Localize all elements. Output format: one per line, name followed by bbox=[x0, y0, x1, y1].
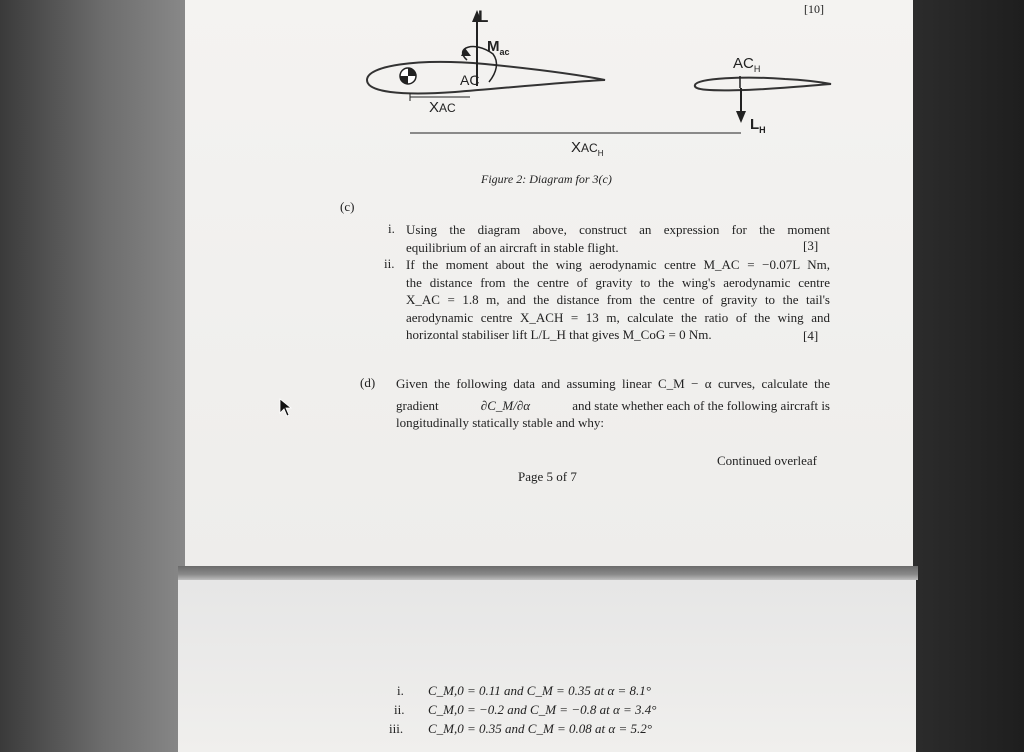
continued-overleaf: Continued overleaf bbox=[717, 453, 817, 468]
question-c-ii-marks: [4] bbox=[803, 328, 819, 343]
page-number: Page 5 of 7 bbox=[518, 469, 577, 484]
xac-label: XAC bbox=[429, 99, 456, 116]
tail-airfoil bbox=[695, 78, 831, 91]
background-right bbox=[912, 0, 1024, 752]
data-item-number: iii. bbox=[389, 721, 404, 736]
page-divider bbox=[178, 566, 918, 580]
gradient-formula: ∂C_M/∂α bbox=[480, 397, 531, 413]
question-d-text: Given the following data and assuming linear C_M − α curves, calculate the gradient ∂C_M/∂α and state whether each of the following aircraft is longitudinally statically stable and why: bbox=[396, 376, 830, 430]
centre-of-gravity-icon bbox=[400, 68, 416, 84]
ach-label: $AC_H$ bbox=[733, 55, 761, 74]
background-left bbox=[0, 0, 190, 752]
data-item-number: i. bbox=[397, 683, 404, 698]
lift-label: L bbox=[478, 7, 489, 26]
part-c-label: (c) bbox=[340, 199, 355, 214]
question-c-i-number: i. bbox=[388, 221, 395, 236]
figure-caption: Figure 2: Diagram for 3(c) bbox=[481, 172, 612, 186]
question-c-ii-text: If the moment about the wing aerodynamic centre M_AC = −0.07L Nm, the distance from the centre of gravity to the wing's aerodynamic centre X_AC = 1.8 m, and the distance from the centre of gravity to the tail's aerodynamic centre X_ACH = 13 m, calculate the ratio of the wing and horizontal stabiliser lift L/L_H that gives M_CoG = 0 Nm. bbox=[406, 257, 830, 342]
data-item-text: C_M,0 = −0.2 and C_M = −0.8 at α = 3.4° bbox=[428, 702, 657, 717]
question-c-i-text: Using the diagram above, construct an expression for the moment equilibrium of an aircraft in stable flight. bbox=[406, 222, 830, 255]
ac-label: AC bbox=[460, 72, 480, 88]
mouse-cursor-icon bbox=[279, 398, 293, 418]
moment-label: $M_{ac}$ bbox=[487, 38, 510, 57]
data-item-text: C_M,0 = 0.11 and C_M = 0.35 at α = 8.1° bbox=[428, 683, 651, 698]
data-item-number: ii. bbox=[394, 702, 405, 717]
xach-label: $XAC_H$ bbox=[571, 139, 604, 158]
aircraft-moment-diagram bbox=[185, 0, 913, 170]
question-c-ii-number: ii. bbox=[384, 256, 395, 271]
question-c-i-marks: [3] bbox=[803, 238, 819, 253]
total-marks: [10] bbox=[804, 2, 824, 16]
lh-label: $L_H$ bbox=[750, 116, 766, 135]
part-d-label: (d) bbox=[360, 375, 376, 390]
data-item-text: C_M,0 = 0.35 and C_M = 0.08 at α = 5.2° bbox=[428, 721, 652, 736]
